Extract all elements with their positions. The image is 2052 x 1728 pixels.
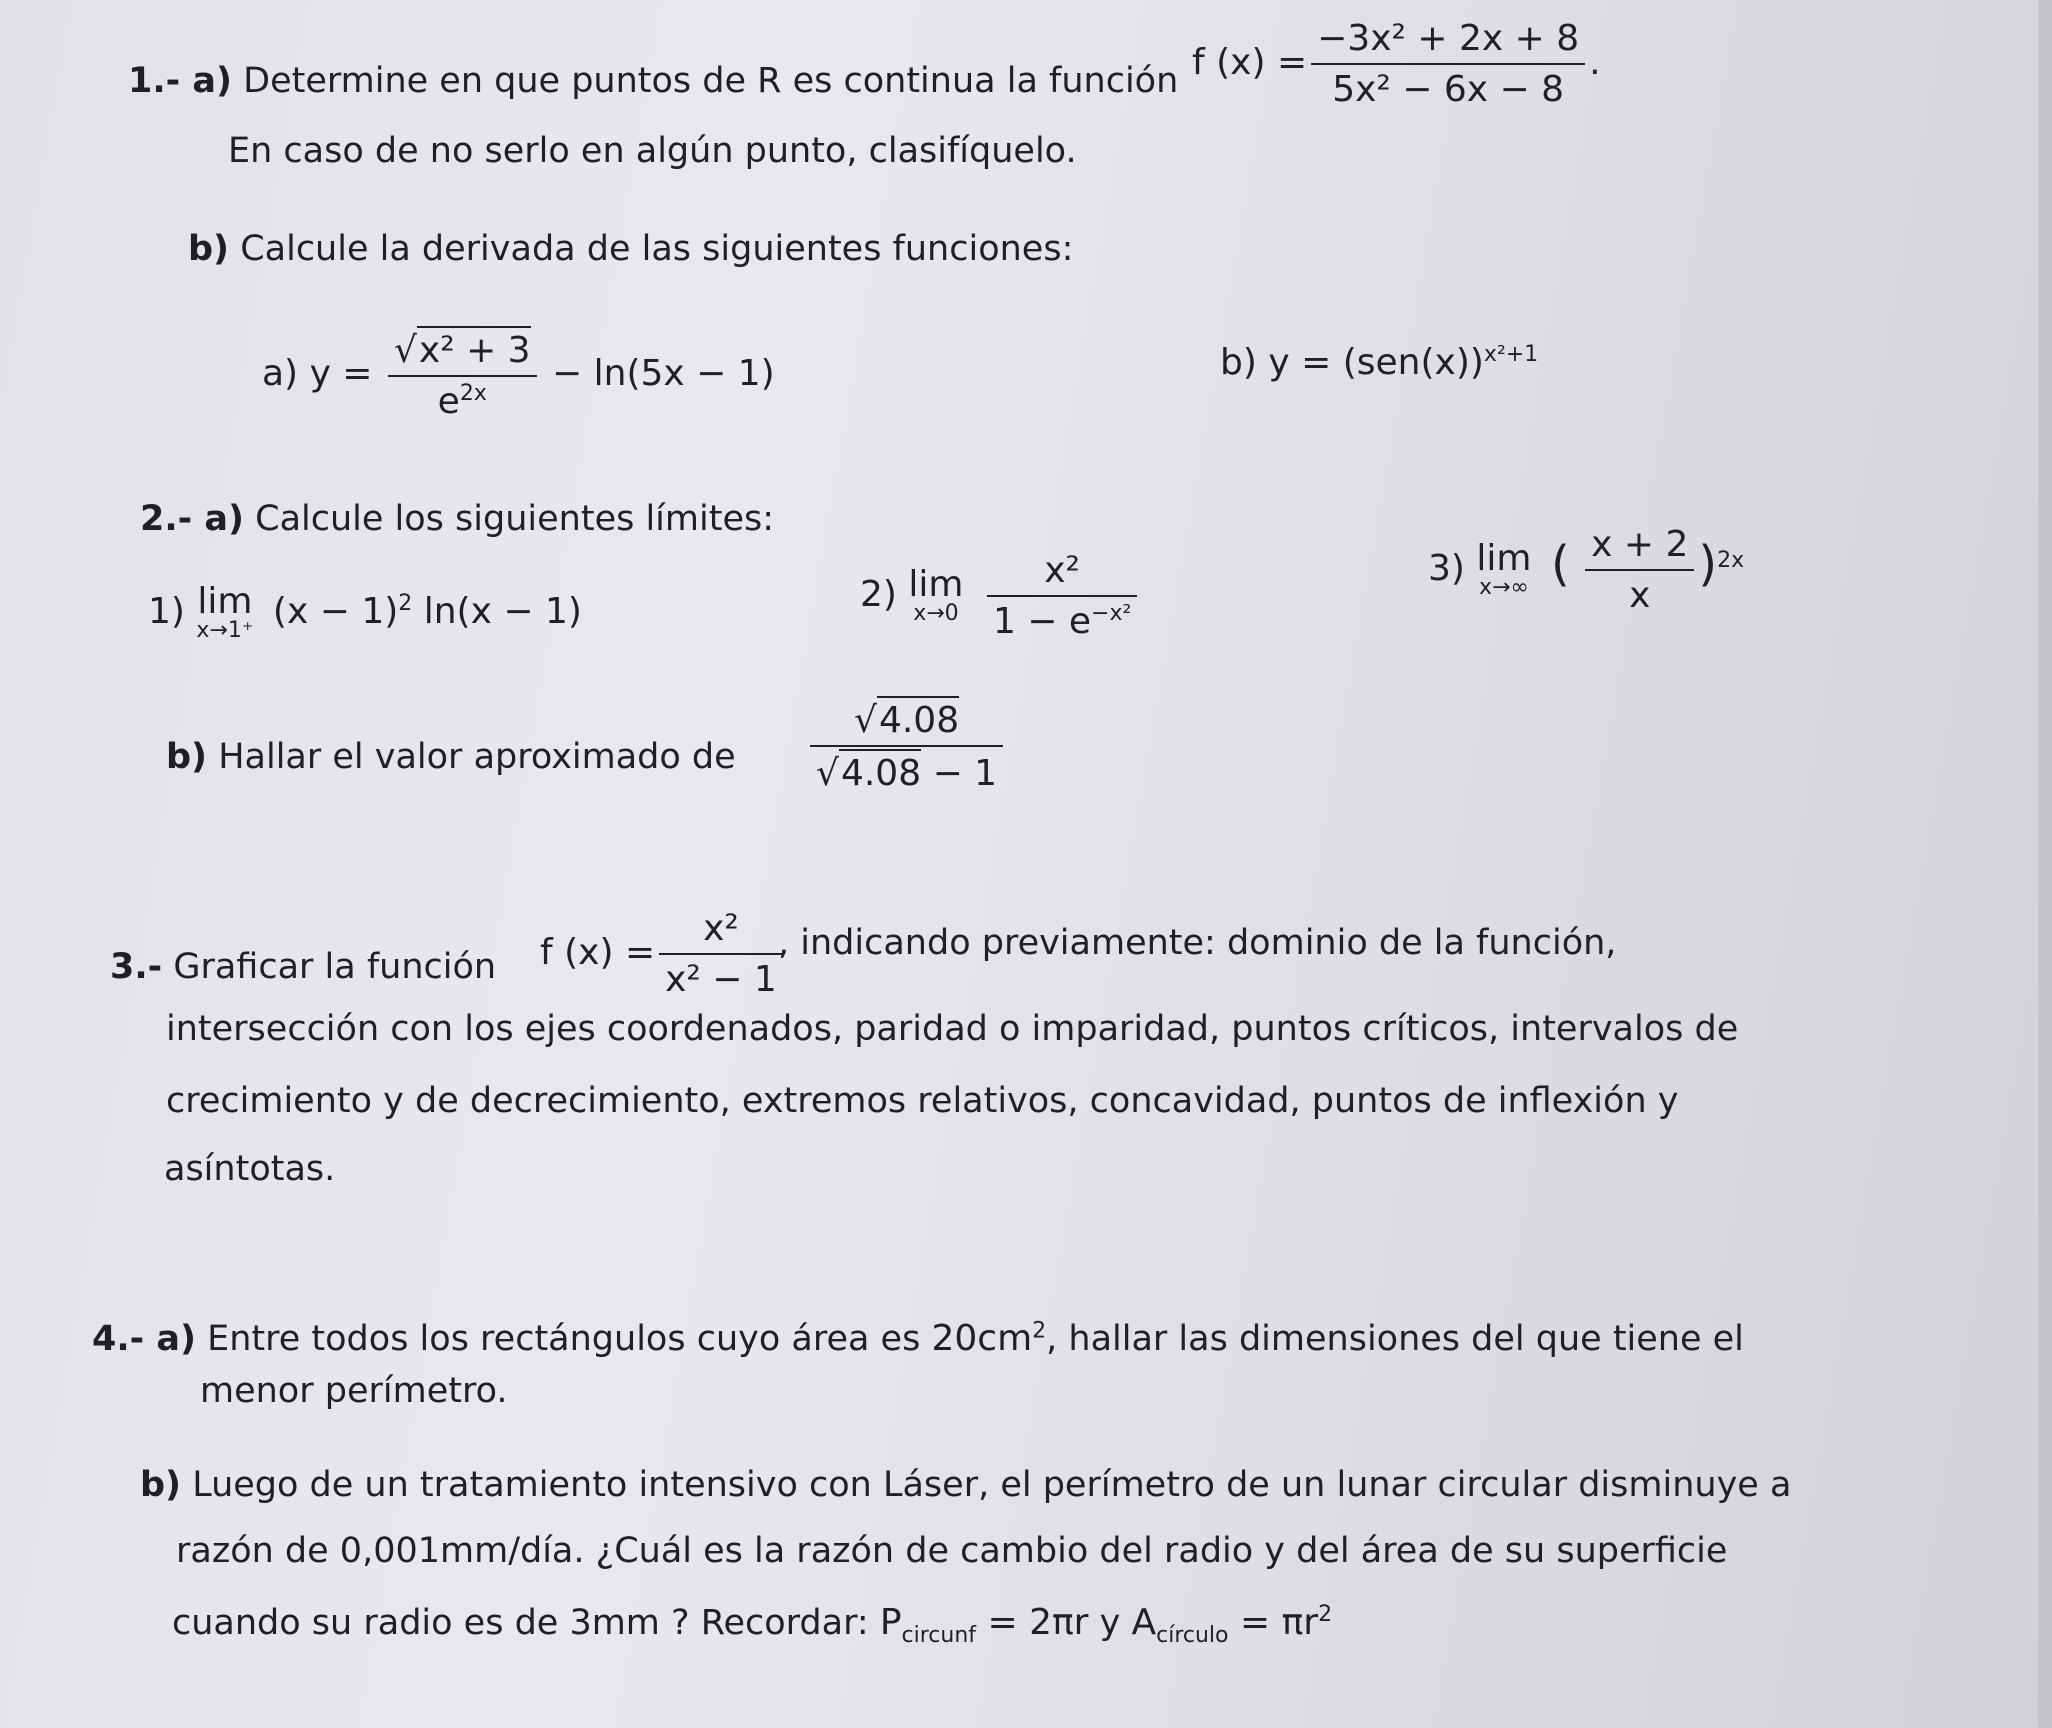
q2-limit-1 (148, 581, 582, 643)
q4-b-area-formula (1131, 1602, 1333, 1649)
q4-b-text3: cuando su radio es de 3mm ? Recordar: (172, 1603, 869, 1643)
q4-b-line-3 (172, 1600, 1332, 1650)
q4-a-area: 20cm (931, 1318, 1033, 1359)
q2-l3-sub: x→∞ (1479, 575, 1529, 600)
q4-a-text2: menor perímetro. (200, 1371, 508, 1411)
q3-f-num: x² (659, 906, 783, 955)
q2-l1-label: 1) (148, 591, 185, 632)
paper-edge-shadow (2038, 0, 2052, 1728)
q4-b-text2: razón de 0,001mm/día. ¿Cuál es la razón de cambio del radio y del área de su superficie (176, 1531, 1728, 1571)
q4-b-a-exp: 2 (1318, 1602, 1333, 1627)
q4-b-text1: Luego de un tratamiento intensivo con Láser, el perímetro de un lunar circular disminuye a (192, 1465, 1792, 1505)
q1-deriv-a (262, 326, 775, 424)
q2-l2-den: 1 − e (992, 601, 1092, 642)
q4-b-a-sub: círculo (1156, 1623, 1229, 1649)
q1-b-label: b) (188, 229, 230, 269)
q2-l3-open: ( (1550, 536, 1570, 592)
q3-line-1 (110, 946, 496, 990)
q1-fb-expr: y = (sen(x)) (1268, 342, 1484, 383)
q3-text1b: , indicando previamente: dominio de la función, (778, 923, 1617, 963)
q2-limit-2 (860, 548, 1141, 644)
q3-text3: crecimiento y de decrecimiento, extremos relativos, concavidad, puntos de inflexión y (166, 1081, 1679, 1121)
q3-text2: intersección con los ejes coordenados, paridad o imparidad, puntos críticos, intervalos de (166, 1009, 1739, 1049)
q1-fa-den: e (437, 381, 460, 422)
q3-text1: Graficar la función (173, 947, 497, 987)
q2-b-den-radicand: 4.08 (839, 749, 921, 796)
q4-a-text-b: , hallar las dimensiones del que tiene el (1046, 1319, 1744, 1359)
q1-f-end: . (1589, 42, 1601, 83)
q1-f-lhs: f (x) = (1192, 42, 1308, 83)
q3-f-den: x² − 1 (665, 959, 777, 1000)
q2-l3-den: x (1629, 575, 1651, 616)
q1-fa-rest: − ln(5x − 1) (552, 353, 775, 394)
q2-b-line (166, 736, 736, 780)
q2-l2-fraction (987, 548, 1137, 644)
q4-b-a-eq: = πr (1239, 1602, 1319, 1643)
q1-f-fraction (1311, 16, 1585, 112)
q2-l1-exp: 2 (398, 591, 413, 616)
q2-l3-close: ) (1698, 536, 1718, 592)
q2-b-fraction-wrap (806, 696, 1007, 796)
q2-l3-label: 3) (1428, 548, 1465, 589)
q1-b-text: Calcule la derivada de las siguientes funciones: (240, 229, 1074, 269)
q2-l1-expr: (x − 1) (272, 591, 399, 632)
q2-l2-num: x² (987, 548, 1137, 597)
q2-l3-fraction (1585, 522, 1694, 618)
q4-b-label: b) (140, 1465, 182, 1505)
q2-l2-sub: x→0 (913, 601, 959, 626)
q1-f-denominator: 5x² − 6x − 8 (1332, 69, 1565, 110)
q1-fa-label: a) (262, 353, 299, 394)
q2-limit-3 (1428, 522, 1744, 618)
q3-f-fraction (659, 906, 783, 1002)
q1-fa-radicand: x² + 3 (417, 326, 531, 373)
q2-b-num-radicand: 4.08 (877, 696, 959, 743)
q1-fa-lhs: y = (309, 353, 373, 394)
q1-fb-label: b) (1220, 342, 1257, 383)
q4-b-line-1 (140, 1464, 1791, 1508)
q1-fb-exp: x²+1 (1483, 342, 1539, 367)
q1-b-line (188, 228, 1073, 272)
q2-l3-num: x + 2 (1585, 522, 1694, 571)
q1-function (1192, 16, 1601, 112)
q3-function (540, 906, 787, 1002)
q2-l2-label: 2) (860, 574, 897, 615)
q2-a-line (140, 498, 774, 542)
q2-l1-rest: ln(x − 1) (423, 591, 582, 632)
q1-f-numerator: −3x² + 2x + 8 (1311, 16, 1585, 65)
q1-a-text: Determine en que puntos de R es continua la función (243, 61, 1179, 101)
q1-fa-fraction: $\frac{\text{√x² + 3}}{e^{2x}}$ (388, 326, 537, 424)
q4-a-area-exp: 2 (1032, 1318, 1047, 1344)
q4-b-a: A (1131, 1602, 1157, 1643)
q4-b-y: y (1099, 1603, 1121, 1643)
q4-a-line (92, 1316, 1744, 1362)
q2-l2-den-exp: −x² (1091, 601, 1132, 626)
q4-a-text: Entre todos los rectángulos cuyo área es (207, 1319, 921, 1359)
q4-b-p-eq: = 2πr (987, 1602, 1089, 1643)
q2-l3-exp: 2x (1717, 548, 1745, 573)
q1-a-line (128, 60, 1178, 104)
q2-b-label: b) (166, 737, 208, 777)
q4-b-p: P (879, 1602, 902, 1643)
q2-b-text: Hallar el valor aproximado de (218, 737, 736, 777)
q1-deriv-b (1220, 340, 1538, 385)
q3-label: 3.- (110, 947, 163, 987)
q4-b-p-sub: circunf (901, 1623, 977, 1649)
q2-a-label: 2.- a) (140, 499, 244, 539)
q1-a-text2: En caso de no serlo en algún punto, clasifíquelo. (228, 131, 1077, 171)
q2-b-fraction: $\frac{√4.08}{√4.08 - 1}$ (810, 696, 1003, 796)
q2-b-den-rest: − 1 (932, 753, 998, 794)
q3-f-lhs: f (x) = (540, 932, 656, 973)
q4-label: 4.- a) (92, 1319, 196, 1359)
q2-l3-lim: lim (1476, 538, 1532, 579)
q2-l1-sub: x→1⁺ (196, 618, 254, 643)
q2-l1-lim: lim (197, 581, 253, 622)
q2-l2-lim: lim (908, 564, 964, 605)
q1-a-label: 1.- a) (128, 61, 232, 101)
q2-a-text: Calcule los siguientes límites: (255, 499, 775, 539)
q3-text4: asíntotas. (164, 1149, 336, 1189)
q1-fa-den-exp: 2x (459, 381, 487, 406)
q4-b-perimeter-formula (879, 1602, 1089, 1649)
